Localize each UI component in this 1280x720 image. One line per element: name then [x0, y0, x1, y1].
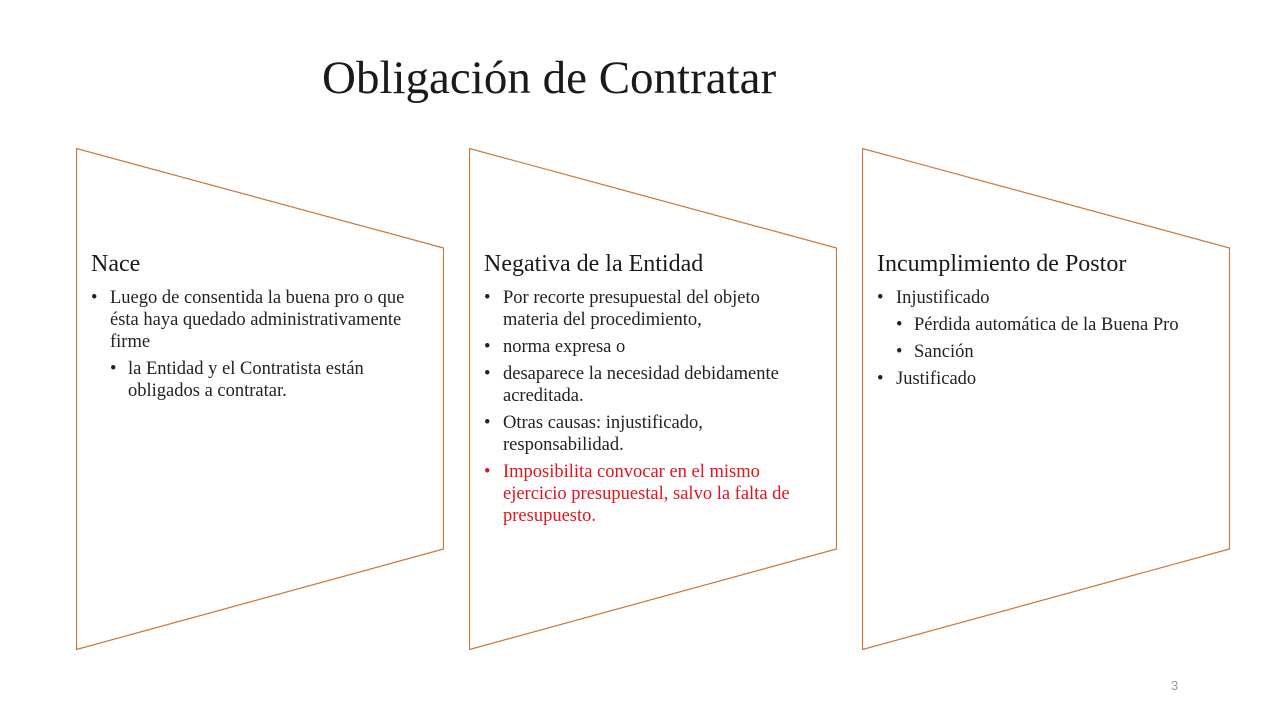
panel-nace [76, 148, 444, 650]
list-item [877, 287, 1212, 309]
list-item [484, 336, 819, 358]
bullet-icon: • [484, 413, 491, 433]
list-item-text: Otras causas: injustificado, responsabilidad. [503, 413, 703, 455]
list-item-text: Sanción [914, 342, 974, 362]
list-item-text: Por recorte presupuestal del objeto materia del procedimiento, [503, 288, 760, 330]
bullet-icon: • [484, 364, 491, 384]
page-number: 3 [1171, 678, 1179, 693]
bullet-list [91, 287, 426, 402]
bullet-icon: • [896, 342, 903, 362]
panel-negativa-entidad [469, 148, 837, 650]
bullet-list [877, 287, 1212, 390]
list-item [877, 368, 1212, 390]
list-item-text: norma expresa o [503, 337, 626, 357]
panel-heading: Nace [91, 251, 141, 277]
list-item-highlighted [484, 461, 819, 527]
panel-content [484, 249, 819, 532]
list-item-text: Imposibilita convocar en el mismo ejercicio presupuestal, salvo la falta de presupuesto. [503, 462, 790, 526]
bullet-icon: • [877, 369, 884, 389]
list-item [484, 287, 819, 331]
bullet-list [484, 287, 819, 527]
list-item-text: Injustificado [896, 288, 990, 308]
list-item [877, 341, 1212, 363]
bullet-icon: • [484, 337, 491, 357]
panel-trapezoid-shape [862, 148, 1230, 650]
list-item-text: Luego de consentida la buena pro o que ésta haya quedado administrativamente firme [110, 288, 405, 352]
panel-heading: Negativa de la Entidad [484, 251, 704, 277]
list-item-text: Pérdida automática de la Buena Pro [914, 315, 1179, 335]
list-item [877, 314, 1212, 336]
panel-incumplimiento-postor [862, 148, 1230, 650]
panel-heading: Incumplimiento de Postor [877, 251, 1127, 277]
bullet-icon: • [91, 288, 98, 308]
list-item [91, 287, 426, 353]
list-item [91, 358, 426, 402]
list-item-text: Justificado [896, 369, 977, 389]
bullet-icon: • [484, 288, 491, 308]
list-item [484, 412, 819, 456]
panel-content [877, 249, 1212, 395]
list-item [484, 363, 819, 407]
bullet-icon: • [484, 462, 491, 482]
list-item-text: la Entidad y el Contratista están obligados a contratar. [128, 359, 364, 401]
slide-title: Obligación de Contratar [322, 52, 777, 104]
list-item-text: desaparece la necesidad debidamente acreditada. [503, 364, 779, 406]
bullet-icon: • [110, 359, 117, 379]
bullet-icon: • [877, 288, 884, 308]
bullet-icon: • [896, 315, 903, 335]
panel-content [91, 249, 426, 407]
